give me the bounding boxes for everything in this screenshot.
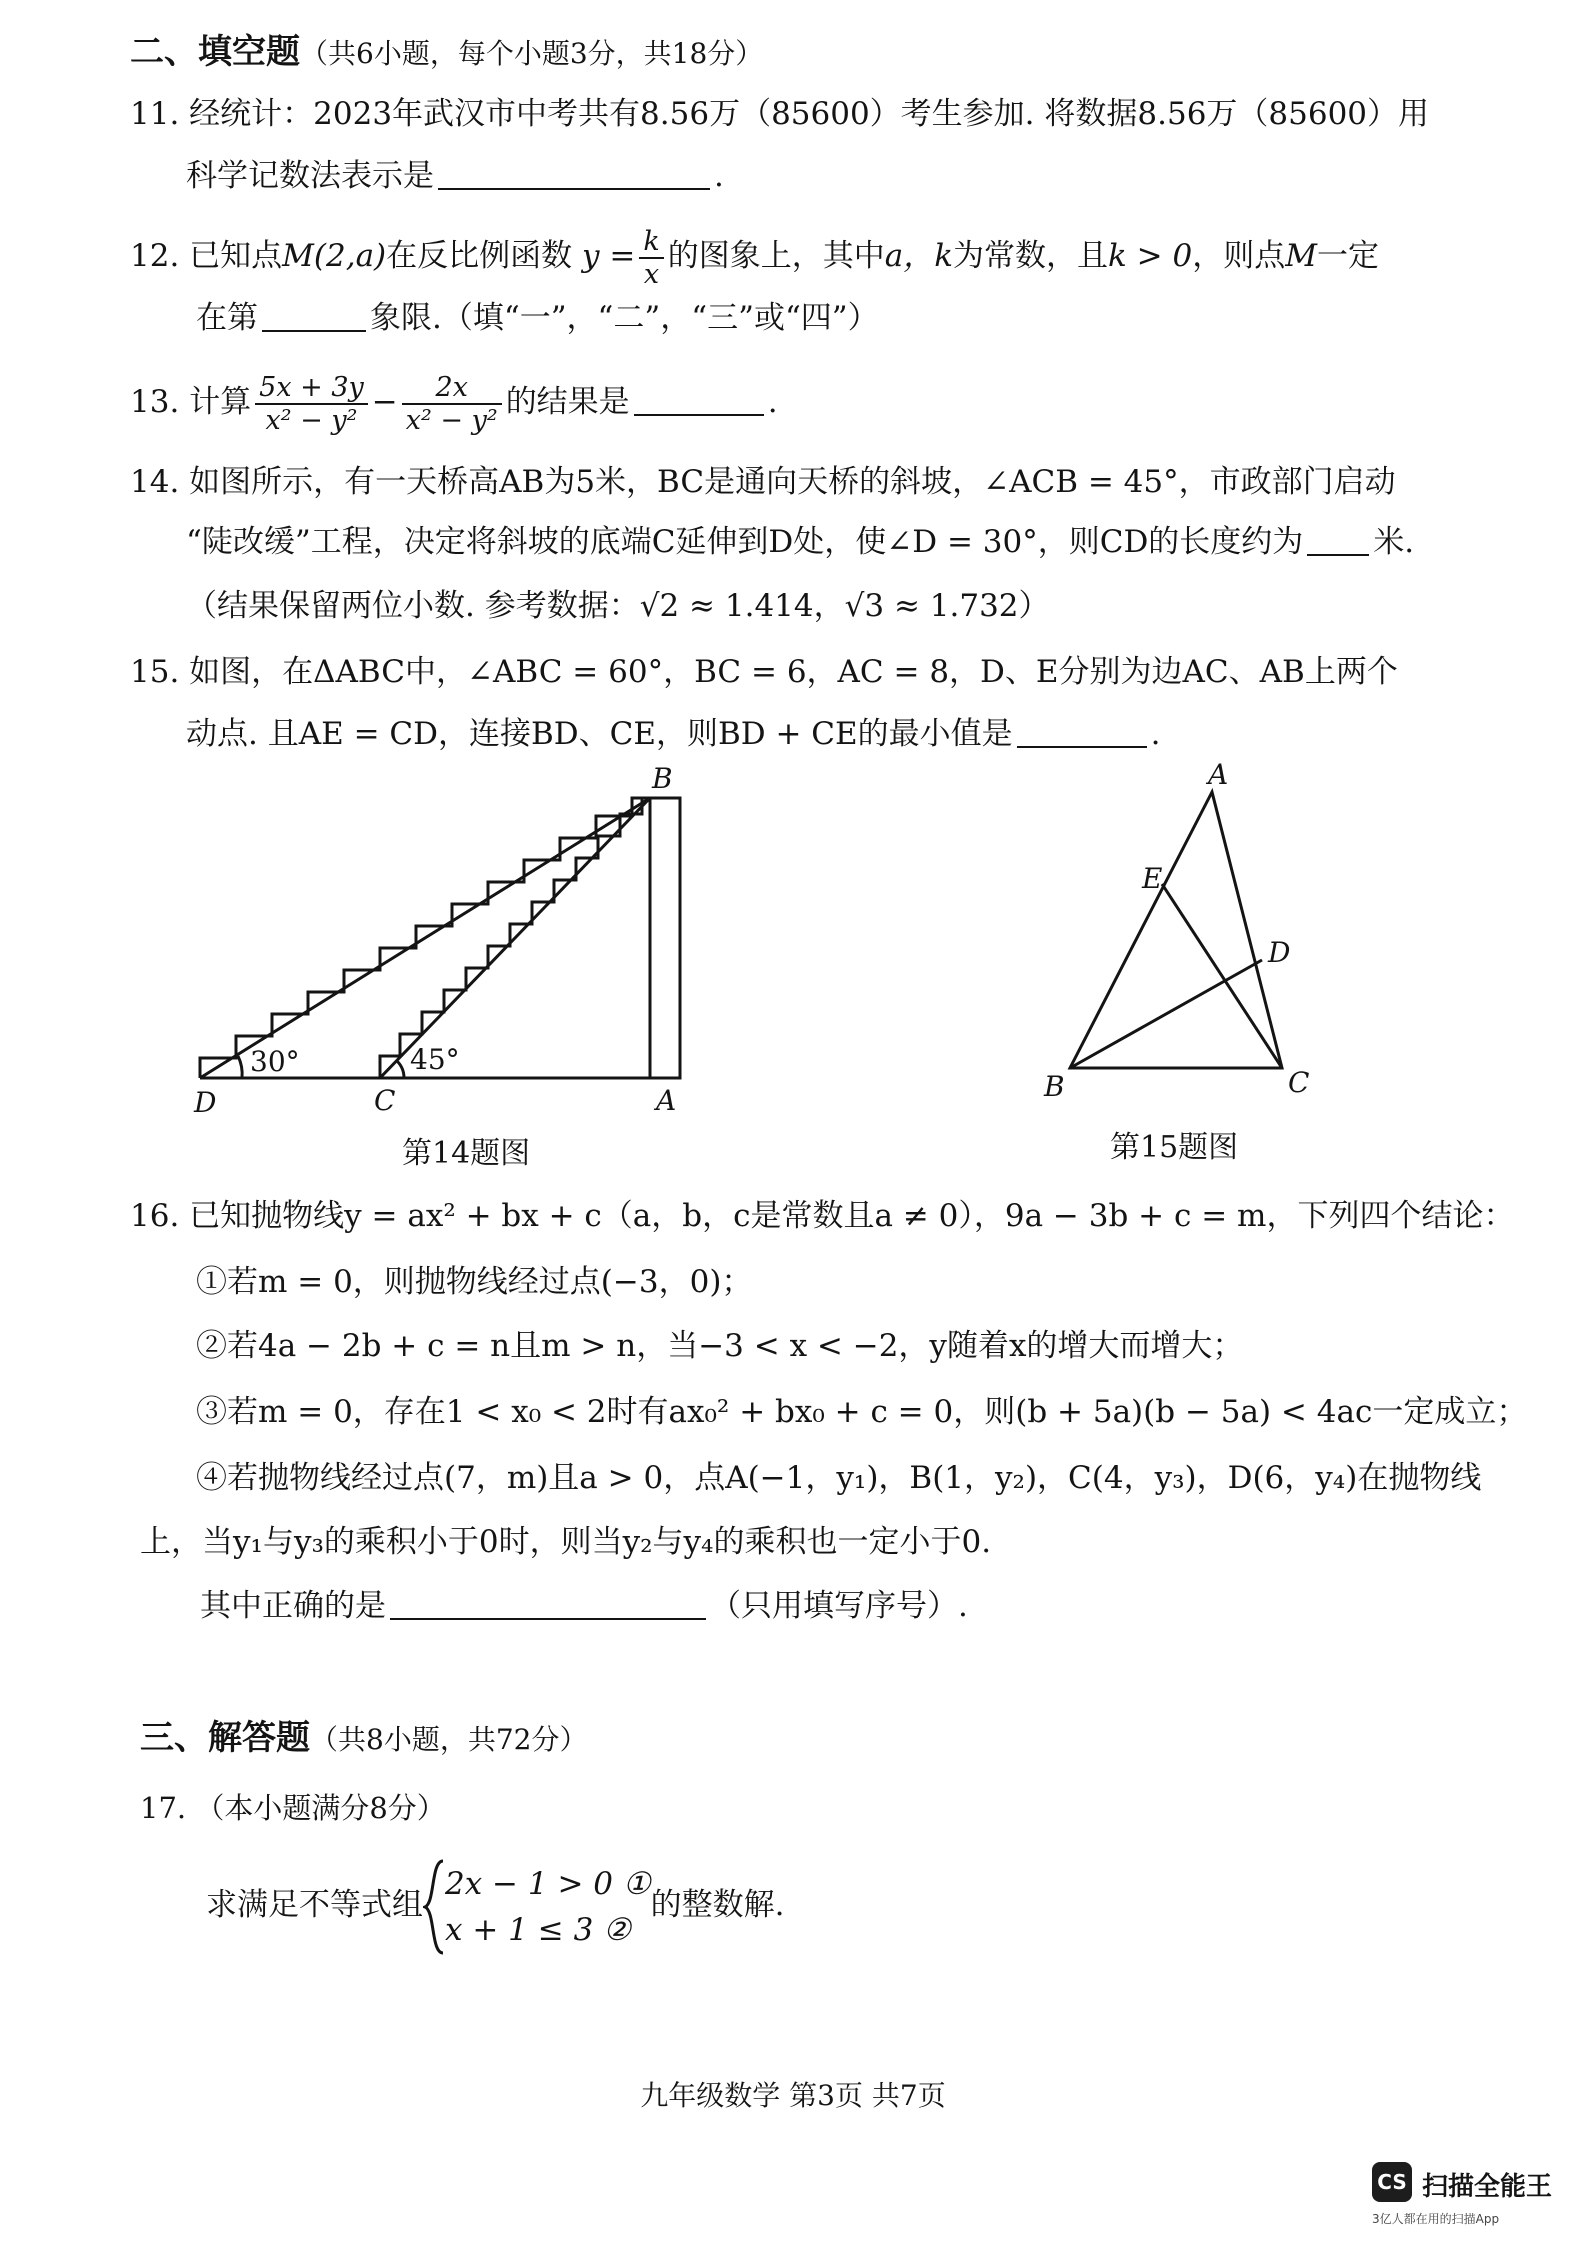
fig14-caption: 第14题图 bbox=[402, 1136, 531, 1171]
q14-line2: “陡改缓”工程，决定将斜坡的底端C延伸到D处，使∠D = 30°，则CD的长度约为 米. bbox=[186, 524, 1415, 560]
q15-answer-blank[interactable] bbox=[1017, 716, 1147, 748]
q17-line: 求满足不等式组 2x − 1 > 0 ① x + 1 ≤ 3 ② 的整数解. bbox=[206, 1850, 785, 1960]
q14-answer-blank[interactable] bbox=[1307, 524, 1369, 556]
fig14-slope-45 bbox=[380, 798, 650, 1078]
q13-line: 13. 计算 $\frac{5x + 3y}{\text{x² − y²}}$ − $\frac{2x}{\text{x² − y²}}$ 的结果是 . bbox=[130, 371, 778, 436]
q13-answer-blank[interactable] bbox=[634, 384, 764, 416]
fig15-label-E: E bbox=[1142, 862, 1163, 895]
q13-fraction-2: $\frac{2x}{\text{x² − y²}}$ bbox=[402, 372, 502, 436]
q12-answer-blank[interactable] bbox=[262, 300, 366, 332]
q16-statement-1: ①若m = 0，则抛物线经过点(−3，0)； bbox=[196, 1264, 753, 1300]
fig15-caption: 第15题图 bbox=[1110, 1130, 1239, 1165]
q16-statement-4-cont: 上，当y₁与y₃的乘积小于0时，则当y₂与y₄的乘积也一定小于0. bbox=[140, 1524, 992, 1560]
q13-fraction-1: $\frac{5x + 3y}{\text{x² − y²}}$ bbox=[255, 372, 368, 436]
q11-answer-blank[interactable] bbox=[438, 158, 710, 190]
fig14-diagram bbox=[190, 760, 710, 1120]
fig15-segment-CE bbox=[1162, 884, 1282, 1068]
q11-line1: 11. 经统计：2023年武汉市中考共有8.56万（85600）考生参加. 将数据8.56万（85600）用 bbox=[130, 96, 1430, 132]
fig15-triangle-ABC bbox=[1070, 792, 1282, 1068]
q16-statement-4: ④若抛物线经过点(7，m)且a > 0，点A(−1，y₁)，B(1，y₂)，C(4，y₃)，D(6，y₄)在抛物线 bbox=[196, 1460, 1482, 1496]
q15-line1: 15. 如图，在ΔABC中，∠ABC = 60°，BC = 6，AC = 8，D、E分别为边AC、AB上两个 bbox=[130, 654, 1398, 690]
scanner-watermark: CS 扫描全能王 3亿人都在用的扫描App bbox=[1372, 2162, 1572, 2228]
fig14-angle-arc-30 bbox=[238, 1056, 242, 1078]
q16-line1: 16. 已知抛物线y = ax² + bx + c（a，b，c是常数且a ≠ 0），9a − 3b + c = m，下列四个结论： bbox=[130, 1198, 1515, 1234]
q14-line1: 14. 如图所示，有一天桥高AB为5米，BC是通向天桥的斜坡，∠ACB = 45°，市政部门启动 bbox=[130, 464, 1396, 500]
fig14-label-D: D bbox=[194, 1086, 217, 1119]
fig15-label-C: C bbox=[1288, 1066, 1310, 1099]
section-2-heading: 二、填空题（共6小题，每个小题3分，共18分） bbox=[130, 32, 764, 72]
fig14-pillar bbox=[650, 798, 680, 1078]
q17-inequality-system: 2x − 1 > 0 ① x + 1 ≤ 3 ② bbox=[445, 1865, 651, 1948]
fig14-angle-30: 30° bbox=[250, 1045, 300, 1078]
scanner-logo-icon: CS bbox=[1372, 2162, 1412, 2202]
fig15-label-B: B bbox=[1044, 1070, 1065, 1102]
fig15-diagram bbox=[1040, 762, 1320, 1102]
q16-answer-line: 其中正确的是 （只用填写序号）. bbox=[200, 1588, 968, 1624]
q17-brace bbox=[423, 1857, 445, 1957]
fig14-angle-arc-45 bbox=[397, 1061, 404, 1078]
q17-header: 17. （本小题满分8分） bbox=[140, 1791, 446, 1825]
page-footer: 九年级数学 第3页 共7页 bbox=[640, 2079, 946, 2112]
fig15-label-D: D bbox=[1268, 936, 1291, 969]
q12-line2: 在第 象限.（填“一”，“二”，“三”或“四”） bbox=[196, 300, 879, 336]
q16-answer-blank[interactable] bbox=[390, 1588, 706, 1620]
q15-line2: 动点. 且AE = CD，连接BD、CE，则BD + CE的最小值是 . bbox=[186, 716, 1161, 752]
section-3-heading: 三、解答题（共8小题，共72分） bbox=[140, 1718, 588, 1758]
q11-line2: 科学记数法表示是 . bbox=[186, 158, 724, 194]
q12-line1: 12. 已知点M(2,a)在反比例函数 y = $\frac{k}{x}$ 的图象上，其中a，k为常数，且k > 0，则点M一定 bbox=[130, 225, 1379, 290]
fig14-label-B: B bbox=[652, 762, 673, 795]
fig15-label-A: A bbox=[1208, 762, 1229, 791]
fig14-label-C: C bbox=[374, 1084, 396, 1117]
q12-fraction: $\frac{k}{x}$ bbox=[639, 226, 663, 290]
fig14-label-A: A bbox=[656, 1084, 677, 1117]
q14-line3: （结果保留两位小数. 参考数据：√2 ≈ 1.414，√3 ≈ 1.732） bbox=[186, 588, 1050, 624]
q16-statement-3: ③若m = 0，存在1 < x₀ < 2时有ax₀² + bx₀ + c = 0，则(b + 5a)(b − 5a) < 4ac一定成立； bbox=[196, 1394, 1528, 1430]
q16-statement-2: ②若4a − 2b + c = n且m > n，当−3 < x < −2，y随着x的增大而增大； bbox=[196, 1328, 1244, 1364]
fig14-angle-45: 45° bbox=[410, 1043, 460, 1076]
